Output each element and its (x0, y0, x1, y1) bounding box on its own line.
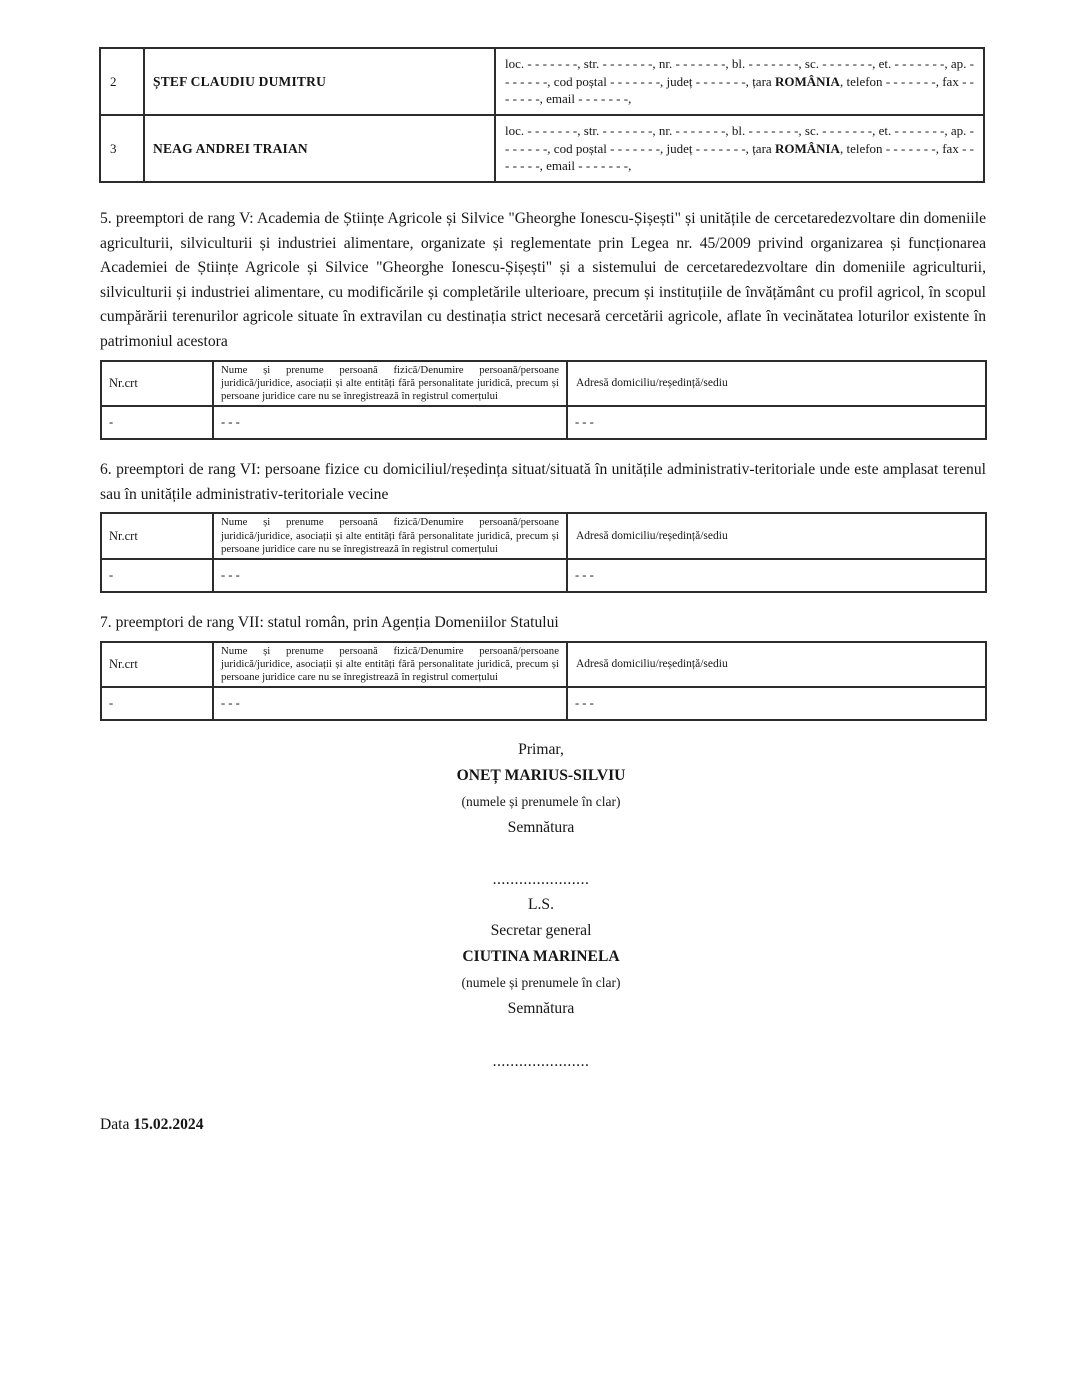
preemptor-address (495, 115, 984, 182)
signature-block (0, 737, 1082, 1074)
table-header-row (101, 513, 986, 559)
secretary-title: Secretar general (490, 922, 592, 940)
preemptor-address (495, 48, 984, 115)
cell-nr: - (101, 687, 213, 720)
paragraph-rank-v: 5. preemptori de rang V: Academia de Științe Agricole și Silvice "Gheorghe Ionescu-Șișești" și unitățile de cercetaredezvoltare din domeniile agriculturii, silviculturii și industriei alimentare, organizate și reglementate prin Legea nr. 45/2009 privind organizarea și funcționarea Academiei de Științe Agricole și Silvice "Gheorghe Ionescu-Șișești" și a sistemului de cercetaredezvoltare din domeniile agriculturii, silviculturii și industriei alimentare, cu modificările și completările ulterioare, precum și instituțiile de învățământ cu profil agricol, în scopul cumpărării terenurilor agricole situate în extravilan cu destinația strict necesară cercetării agricole, aflate în vecinătatea loturilor existente în patrimoniul acestora (100, 210, 986, 350)
preemptors-continuation-table (99, 47, 985, 183)
address-country: ROMÂNIA (774, 140, 840, 156)
mayor-name-note: (numele și prenumele în clar) (461, 794, 621, 810)
address-text: loc. - - - - - - -, str. - - - - - - -, nr. - - - - - - -, bl. - - - - - - -, sc. - - - - - - -, et. - - - - - - -, ap. - - - - - - -, cod poștal - - - - - - -, județ - - - - - - -, țara (505, 123, 974, 156)
rank-vii-table (100, 641, 987, 722)
table-row (101, 406, 986, 439)
cell-name: - - - (213, 687, 567, 720)
header-address: Adresă domiciliu/reședință/sediu (567, 361, 986, 407)
secretary-signature-line: ...................... (492, 1053, 590, 1071)
row-number: 2 (100, 48, 144, 115)
preemptor-name: NEAG ANDREI TRAIAN (144, 115, 495, 182)
header-address: Adresă domiciliu/reședință/sediu (567, 642, 986, 688)
address-text: , telefon - - - - - - -, fax - - - - - - -, email - - - - - - -, (505, 140, 974, 174)
cell-address: - - - (567, 406, 986, 439)
header-nr-crt: Nr.crt (101, 513, 213, 559)
rank-vi-table (100, 512, 987, 593)
row-number: 3 (100, 115, 144, 182)
cell-address: - - - (567, 687, 986, 720)
table-row (100, 115, 984, 182)
table-row (101, 559, 986, 592)
header-name: Nume și prenume persoană fizică/Denumire persoană/persoane juridică/juridice, asociații și alte entități fără personalitate juridică, precum și persoane juridice care nu se înregistrează în registrul comerțului (213, 361, 567, 407)
cell-address: - - - (567, 559, 986, 592)
mayor-signature-line: ...................... (492, 871, 590, 889)
secretary-name: CIUTINA MARINELA (462, 948, 620, 966)
date-value: 15.02.2024 (133, 1116, 204, 1134)
rank-v-table (100, 360, 987, 441)
document-date (100, 1116, 1082, 1134)
paragraph-rank-vi: 6. preemptori de rang VI: persoane fizice cu domiciliul/reședința situat/situată în unitățile administrativ-teritoriale unde este amplasat terenul sau în unitățile administrativ-teritoriale vecine (100, 461, 986, 503)
header-nr-crt: Nr.crt (101, 361, 213, 407)
cell-name: - - - (213, 406, 567, 439)
table-row (101, 687, 986, 720)
paragraph-rank-vii: 7. preemptori de rang VII: statul român, prin Agenția Domeniilor Statului (100, 613, 559, 631)
table-row (100, 48, 984, 115)
preemptor-name: ȘTEF CLAUDIU DUMITRU (144, 48, 495, 115)
header-address: Adresă domiciliu/reședință/sediu (567, 513, 986, 559)
address-country: ROMÂNIA (774, 73, 840, 89)
cell-name: - - - (213, 559, 567, 592)
header-nr-crt: Nr.crt (101, 642, 213, 688)
address-text: loc. - - - - - - -, str. - - - - - - -, nr. - - - - - - -, bl. - - - - - - -, sc. - - - - - - -, et. - - - - - - -, ap. - - - - - - -, cod poștal - - - - - - -, județ - - - - - - -, țara (505, 56, 974, 89)
date-label: Data (100, 1116, 134, 1134)
header-name: Nume și prenume persoană fizică/Denumire persoană/persoane juridică/juridice, asociații și alte entități fără personalitate juridică, precum și persoane juridice care nu se înregistrează în registrul comerțului (213, 642, 567, 688)
cell-nr: - (101, 559, 213, 592)
mayor-name: ONEȚ MARIUS-SILVIU (456, 767, 626, 785)
header-name: Nume și prenume persoană fizică/Denumire persoană/persoane juridică/juridice, asociații și alte entități fără personalitate juridică, precum și persoane juridice care nu se înregistrează în registrul comerțului (213, 513, 567, 559)
address-text: , telefon - - - - - - -, fax - - - - - - -, email - - - - - - -, (505, 73, 974, 107)
mayor-signature-label: Semnătura (507, 819, 575, 837)
mayor-title: Primar, (518, 741, 564, 759)
table-header-row (101, 642, 986, 688)
cell-nr: - (101, 406, 213, 439)
secretary-signature-label: Semnătura (507, 1000, 575, 1018)
table-header-row (101, 361, 986, 407)
secretary-name-note: (numele și prenumele în clar) (461, 975, 621, 991)
stamp-label: L.S. (528, 896, 554, 914)
